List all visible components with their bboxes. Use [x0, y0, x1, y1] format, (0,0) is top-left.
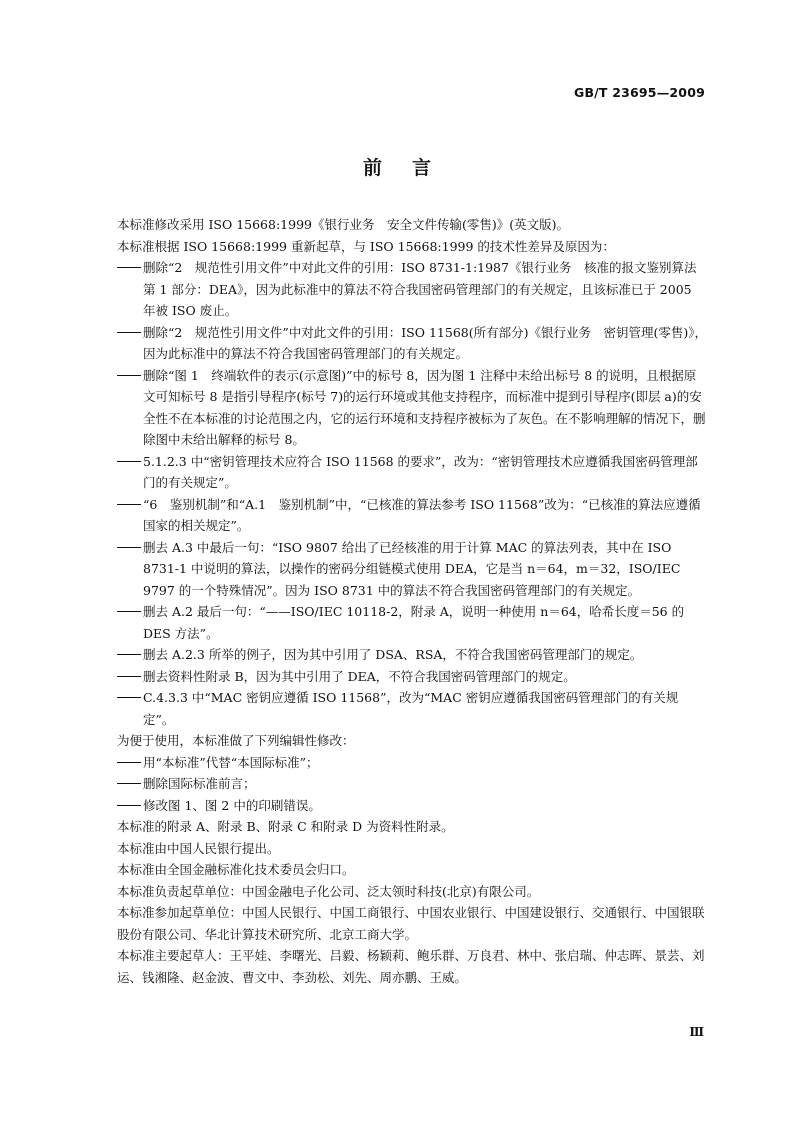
page-number: Ⅲ [689, 1025, 705, 1039]
dash-list-item: 删除“2 规范性引用文件”中对此文件的引用：ISO 8731-1:1987《银行业务 核准的报文鉴别算法 第 1 部分：DEA》，因为此标准中的算法不符合我国密码管理部门的有关规定，且该标准已于 2005 年被 ISO 废止。 [117, 257, 707, 322]
paragraph: 本标准由中国人民银行提出。 [117, 840, 280, 856]
paragraph: 本标准修改采用 ISO 15668:1999《银行业务 安全文件传输(零售)》(英文版)。 [117, 217, 569, 232]
dash-list-item: 删去 A.3 中最后一句：“ISO 9807 给出了已经核准的用于计算 MAC 的算法列表，其中在 ISO 8731-1 中说明的算法，以操作的密码分组链模式使用 DEA，它是当 n＝64，m＝32，ISO/IEC 9797 的一个特殊情况”。因为 ISO 8731 中的算法不符合我国密码管理部门的有关规定。 [117, 537, 707, 602]
dash-list-item: 删去资料性附录 B，因为其中引用了 DEA，不符合我国密码管理部门的规定。 [117, 666, 707, 688]
paragraph: 本标准由全国金融标准化技术委员会归口。 [117, 862, 355, 877]
foreword-body [117, 214, 707, 988]
dash-list-item: 用“本标准”代替“本国际标准”； [117, 752, 707, 774]
title-char-2: 言 [412, 157, 432, 179]
dash-list-item: 5.1.2.3 中“密钥管理技术应符合 ISO 11568 的要求”，改为：“密钥管理技术应遵循我国密码管理部门的有关规定”。 [117, 451, 707, 494]
paragraph: 本标准的附录 A、附录 B、附录 C 和附录 D 为资料性附录。 [117, 819, 454, 834]
dash-list-item: 删除国际标准前言； [117, 773, 707, 795]
title-char-1: 前 [362, 157, 382, 179]
dash-list-item: 删去 A.2.3 所举的例子，因为其中引用了 DSA、RSA，不符合我国密码管理部门的规定。 [117, 644, 707, 666]
paragraph: 本标准参加起草单位：中国人民银行、中国工商银行、中国农业银行、中国建设银行、交通银行、中国银联股份有限公司、华北计算技术研究所、北京工商大学。 [117, 905, 705, 942]
dash-list-item: C.4.3.3 中“MAC 密钥应遵循 ISO 11568”，改为“MAC 密钥应遵循我国密码管理部门的有关规定”。 [117, 687, 707, 730]
page-title [0, 153, 794, 180]
dash-list-item: “6 鉴别机制”和“A.1 鉴别机制”中，“已核准的算法参考 ISO 11568”改为：“已核准的算法应遵循国家的相关规定”。 [117, 494, 707, 537]
dash-list-item: 删除“图 1 终端软件的表示(示意图)”中的标号 8，因为图 1 注释中未给出标号 8 的说明，且根据原文可知标号 8 是指引导程序(标号 7)的运行环境或其他支持程序，而标准中提到引导程序(即层 a)的安全性不在本标准的讨论范围之内，它的运行环境和支持程序被标为了灰色。在不影响理解的情况下，删除图中未给出解释的标号 8。 [117, 365, 707, 451]
paragraph: 为便于使用，本标准做了下列编辑性修改： [117, 733, 355, 748]
dash-list-item: 删除“2 规范性引用文件”中对此文件的引用：ISO 11568(所有部分)《银行业务 密钥管理(零售)》，因为此标准中的算法不符合我国密码管理部门的有关规定。 [117, 322, 707, 365]
dash-list-item: 删去 A.2 最后一句：“——ISO/IEC 10118-2，附录 A，说明一种使用 n＝64，哈希长度＝56 的 DES 方法”。 [117, 601, 707, 644]
paragraph: 本标准负责起草单位：中国金融电子化公司、泛太领时科技(北京)有限公司。 [117, 883, 540, 899]
standard-number: GB/T 23695—2009 [573, 85, 705, 100]
paragraph: 本标准主要起草人：王平娃、李曙光、吕毅、杨颖莉、鲍乐群、万良君、林中、张启瑞、仲志晖、景芸、刘运、钱湘隆、赵金波、曹文中、李劲松、刘先、周亦鹏、王威。 [117, 948, 705, 985]
dash-list-item: 修改图 1、图 2 中的印刷错误。 [117, 795, 707, 817]
paragraph: 本标准根据 ISO 15668:1999 重新起草，与 ISO 15668:1999 的技术性差异及原因为： [117, 238, 615, 254]
